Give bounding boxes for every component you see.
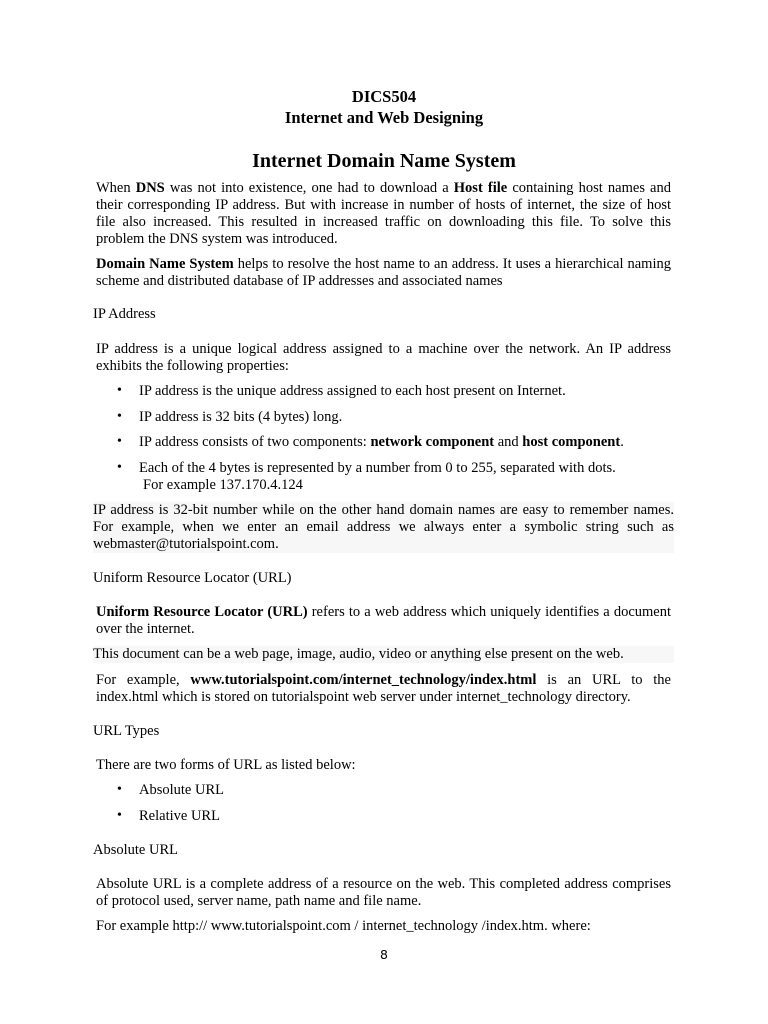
page-number: 8 xyxy=(380,947,388,962)
url-type-absolute: Absolute URL xyxy=(139,782,224,798)
ip-property-1: IP address is the unique address assigned to each host present on Internet. xyxy=(139,383,566,399)
url-types-heading: URL Types xyxy=(93,723,160,739)
bullet: • xyxy=(117,434,122,449)
dns-intro-paragraph: When DNS was not into existence, one had to download a Host file containing host names and their corresponding IP address. But with increase in number of hosts of internet, the size of host file also increased. This resulted in increased traffic on downloading this file. To solve this problem the DNS system was introduced. xyxy=(96,180,671,247)
bullet: • xyxy=(117,409,122,424)
bullet: • xyxy=(117,782,122,797)
section-title: Internet Domain Name System xyxy=(252,150,516,172)
ip-example: For example 137.170.4.124 xyxy=(143,477,303,493)
url-example: For example, www.tutorialspoint.com/internet_technology/index.html is an URL to the index.html which is stored on tutorialspoint web server under internet_technology directory. xyxy=(96,672,671,705)
ip-property-4-text: Each of the 4 bytes is represented by a number from 0 to 255, separated with dots. xyxy=(139,460,616,476)
url-types-intro: There are two forms of URL as listed below: xyxy=(96,757,356,773)
url-heading: Uniform Resource Locator (URL) xyxy=(93,570,292,586)
ip-address-heading: IP Address xyxy=(93,306,156,322)
absolute-url-definition: Absolute URL is a complete address of a resource on the web. This completed address comprises of protocol used, server name, path name and file name. xyxy=(96,876,671,909)
ip-property-2: IP address is 32 bits (4 bytes) long. xyxy=(139,409,343,425)
url-type-relative: Relative URL xyxy=(139,808,220,824)
ip-address-intro: IP address is a unique logical address assigned to a machine over the network. An IP address exhibits the following properties: xyxy=(96,341,671,374)
bullet: • xyxy=(117,460,122,475)
ip-property-3: IP address consists of two components: network component and host component. xyxy=(139,434,624,450)
course-name: Internet and Web Designing xyxy=(284,108,484,127)
bullet: • xyxy=(117,808,122,823)
bullet: • xyxy=(117,383,122,398)
url-document-line: This document can be a web page, image, audio, video or anything else present on the web. xyxy=(93,646,674,663)
absolute-url-example: For example http:// www.tutorialspoint.com / internet_technology /index.htm. where: xyxy=(96,918,591,934)
ip-property-4 xyxy=(139,460,671,494)
url-definition: Uniform Resource Locator (URL) refers to a web address which uniquely identifies a document over the internet. xyxy=(96,604,671,637)
course-code: DICS504 xyxy=(351,87,417,106)
dns-definition-paragraph: Domain Name System helps to resolve the host name to an address. It uses a hierarchical naming scheme and distributed database of IP addresses and associated names xyxy=(96,256,671,289)
absolute-url-heading: Absolute URL xyxy=(93,842,178,858)
ip-vs-domain-paragraph: IP address is 32-bit number while on the other hand domain names are easy to remember names. For example, when we enter an email address we always enter a symbolic string such as webmaster@tutorialspoint.com. xyxy=(93,502,674,552)
